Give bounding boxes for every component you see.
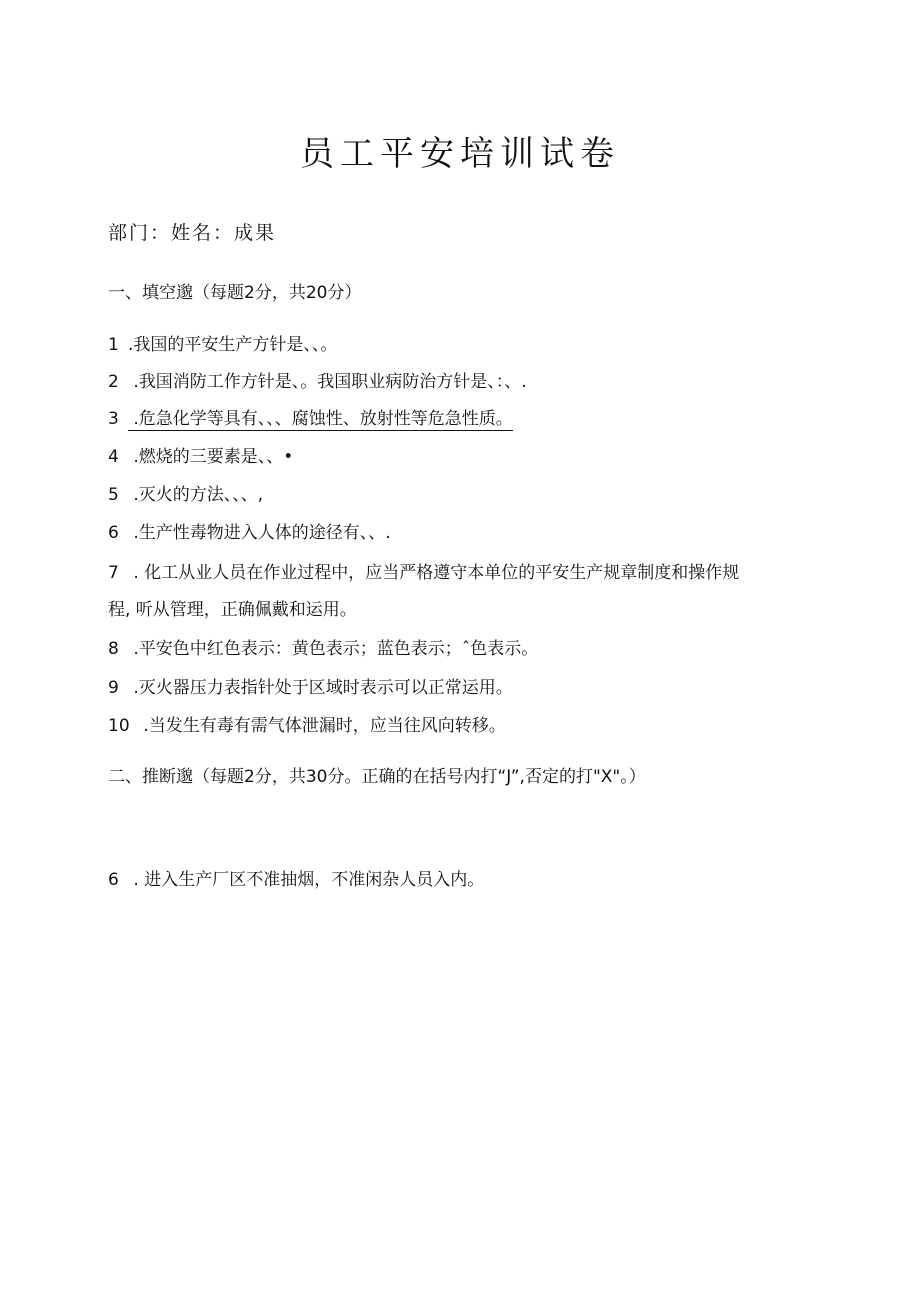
page-title: 员工平安培训试卷 (300, 134, 620, 174)
question-number: 6 (108, 523, 119, 543)
question-text: .我国的平安生产方针是、、。 (128, 335, 338, 355)
question-number: 5 (108, 485, 119, 505)
question-text: .平安色中红色表示：黄色表示；蓝色表示；ˆ色表示。 (128, 639, 539, 659)
question-4 (108, 445, 293, 469)
question-number: 3 (108, 409, 119, 429)
question-text: 程, 听从管理，正确佩戴和运用。 (108, 600, 357, 620)
question-7-continued (108, 598, 357, 622)
question-9 (108, 676, 513, 700)
question-10 (108, 714, 506, 738)
question-text: .燃烧的三要素是、、• (128, 447, 294, 467)
question-8 (108, 637, 538, 661)
question-number: 4 (108, 447, 119, 467)
question-1 (108, 333, 337, 357)
question-number: 2 (108, 372, 119, 392)
info-line: 部门：姓名：成果 (108, 222, 277, 244)
question-text: .生产性毒物进入人体的途径有、、. (128, 523, 391, 543)
section1-heading: 一、填空邈（每题2分，共20分） (108, 283, 362, 303)
question-text: .灭火器压力表指针处于区域时表示可以正常运用。 (128, 678, 513, 698)
question-number: 1 (108, 335, 119, 355)
question-number: 8 (108, 639, 119, 659)
question-5 (108, 483, 263, 507)
section2-heading: 二、推断邈（每题2分，共30分。正确的在括号内打“J”,否定的打"X"。） (108, 767, 646, 787)
question-number: 6 (108, 870, 119, 890)
question-7 (108, 561, 739, 585)
question-2 (108, 370, 527, 394)
question-text: .危急化学等具有、、、腐蚀性、放射性等危急性质。 (128, 409, 513, 429)
question-text: .灭火的方法、、、, (128, 485, 264, 505)
question-6 (108, 521, 391, 545)
question-number: 9 (108, 678, 119, 698)
question-text: . 化工从业人员在作业过程中，应当严格遵守本单位的平安生产规章制度和操作规 (128, 563, 740, 583)
question-text: . 进入生产厂区不准抽烟，不准闲杂人员入内。 (128, 870, 485, 890)
question-text: .当发生有毒有需气体泄漏时，应当往风向转移。 (138, 716, 506, 736)
judgment-question-6 (108, 868, 484, 892)
question-number: 10 (108, 716, 130, 736)
question-3 (108, 407, 513, 431)
question-text: .我国消防工作方针是、。我国职业病防治方针是、：、. (128, 372, 527, 392)
question-number: 7 (108, 563, 119, 583)
